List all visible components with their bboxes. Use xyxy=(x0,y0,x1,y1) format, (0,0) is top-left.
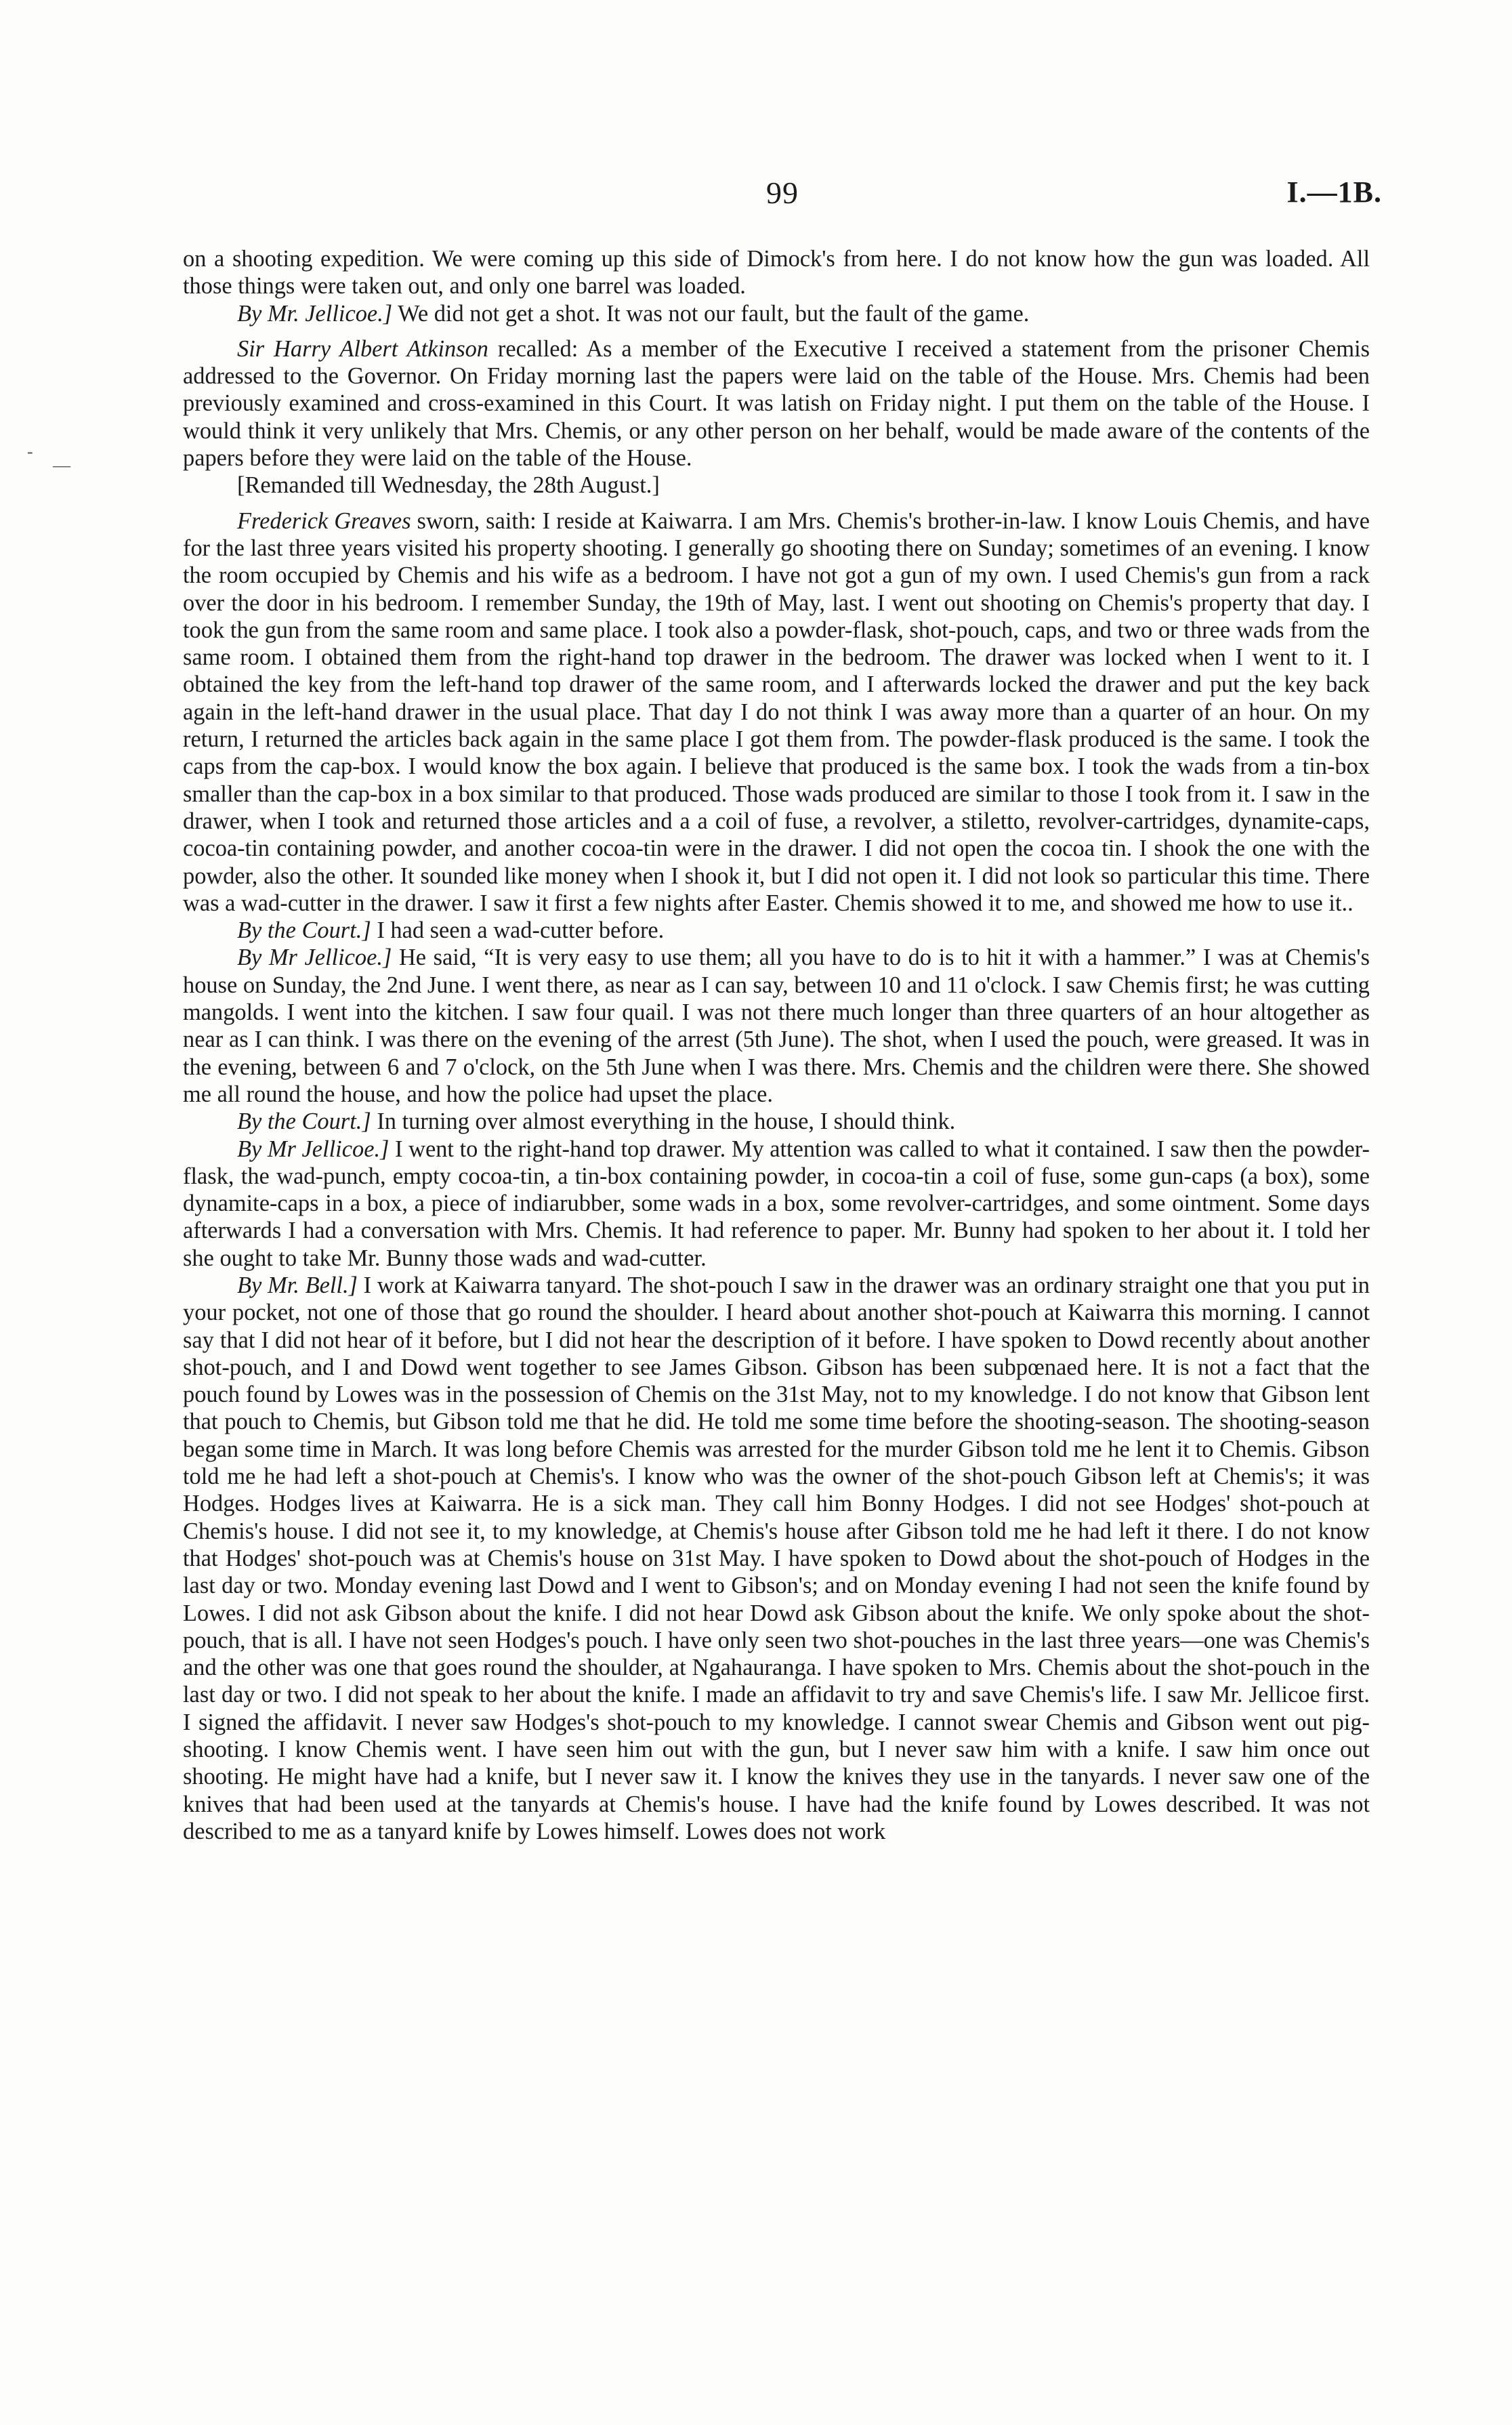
paragraph xyxy=(183,507,1370,917)
document-reference: I.—1B. xyxy=(1286,175,1382,209)
speaker-label: By Mr Jellicoe.] xyxy=(237,945,392,971)
paragraph xyxy=(183,1136,1370,1272)
paragraph xyxy=(183,335,1370,472)
speaker-label: By the Court.] xyxy=(237,917,371,944)
speaker-label: By Mr Jellicoe.] xyxy=(237,1136,390,1162)
paragraph xyxy=(183,245,1370,300)
paragraph-text: I went to the right-hand top drawer. My attention was called to what it contained. I saw then the powder-flask, the wad-punch, empty cocoa-tin, a tin-box containing powder, in cocoa-tin a coil of fuse, some gun-caps (a box), some dynamite-caps in a box, a piece of indiarubber, some wads in a box, some revolver-cartridges, and some ointment. Some days afterwards I had a conversation with Mrs. Chemis. It had reference to paper. Mr. Bunny had spoken to her about it. I told her she ought to take Mr. Bunny those wads and wad-cutter. xyxy=(183,1136,1370,1271)
paragraph-text: sworn, saith: I reside at Kaiwarra. I am Mrs. Chemis's brother-in-law. I know Louis Chemis, and have for the last three years visited his property shooting. I generally go shooting there on Sunday; sometimes of an evening. I know the room occupied by Chemis and his wife as a bedroom. I have not got a gun of my own. I used Chemis's gun from a rack over the door in his bedroom. I remember Sunday, the 19th of May, last. I went out shooting on Chemis's property that day. I took the gun from the same room and same place. I took also a powder-flask, shot-pouch, caps, and two or three wads from the same room. I obtained them from the right-hand top drawer in the bedroom. The drawer was locked when I went to it. I obtained the key from the left-hand top drawer of the same room, and I afterwards locked the drawer and put the key back again in the left-hand drawer in the usual place. That day I do not think I was away more than a quarter of an hour. On my return, I returned the articles back again in the same place I got them from. The powder-flask produced is the same. I took the caps from the cap-box. I would know the box again. I believe that produced is the same box. I took the wads from a tin-box smaller than the cap-box in a box similar to that produced. Those wads produced are similar to those I took from it. I saw in the drawer, when I took and returned those articles and a a coil of fuse, a revolver, a stiletto, revolver-cartridges, dynamite-caps, cocoa-tin containing powder, and another cocoa-tin were in the drawer. I did not open the cocoa tin. I shook the one with the powder, also the other. It sounded like money when I shook it, but I did not open it. I did not look so particular this time. There was a wad-cutter in the drawer. I saw it first a few nights after Easter. Chemis showed it to me, and showed me how to use it.. xyxy=(183,507,1370,916)
paragraph xyxy=(183,300,1370,327)
paragraph xyxy=(183,1108,1370,1135)
paragraph-text: recalled: As a member of the Executive I received a statement from the prisoner Chemis addressed to the Governor. On Friday morning last the papers were laid on the table of the House. Mrs. Chemis had been previously examined and cross-examined in this Court. It was latish on Friday night. I put them on the table of the House. I would think it very unlikely that Mrs. Chemis, or any other person on her behalf, would be made aware of the contents of the papers before they were laid on the table of the House. xyxy=(183,335,1370,472)
remand-note xyxy=(183,472,1370,499)
paragraph-text: [Remanded till Wednesday, the 28th August.] xyxy=(237,472,660,499)
margin-mark: — xyxy=(53,455,70,475)
paragraph xyxy=(183,944,1370,1108)
paragraph-text: I had seen a wad-cutter before. xyxy=(371,917,665,944)
speaker-label: Sir Harry Albert Atkinson xyxy=(237,335,488,362)
margin-mark: - xyxy=(27,442,33,461)
speaker-label: By the Court.] xyxy=(237,1108,371,1135)
speaker-label: Frederick Greaves xyxy=(237,507,411,534)
paragraph-text: He said, “It is very easy to use them; all you have to do is to hit it with a hammer.” I was at Chemis's house on Sunday, the 2nd June. I went there, as near as I can say, between 10 and 11 o'clock. I saw Chemis first; he was cutting mangolds. I went into the kitchen. I saw four quail. I was not there much longer than three quarters of an hour altogether as near as I can think. I was there on the evening of the arrest (5th June). The shot, when I used the pouch, were greased. It was in the evening, between 6 and 7 o'clock, on the 5th June when I was there. Mrs. Chemis and the children were there. She showed me all round the house, and how the police had upset the place. xyxy=(183,945,1370,1107)
document-body xyxy=(183,245,1370,1845)
speaker-label: By Mr. Bell.] xyxy=(237,1272,358,1298)
page-number: 99 xyxy=(766,175,799,210)
paragraph-text: In turning over almost everything in the house, I should think. xyxy=(371,1108,956,1135)
paragraph xyxy=(183,917,1370,944)
paragraph-text: I work at Kaiwarra tanyard. The shot-pouch I saw in the drawer was an ordinary straight one that you put in your pocket, not one of those that go round the shoulder. I heard about another shot-pouch at Kaiwarra this morning. I cannot say that I did not hear of it before, but I did not hear the description of it before. I have spoken to Dowd recently about another shot-pouch, and I and Dowd went together to see James Gibson. Gibson has been subpœnaed here. It is not a fact that the pouch found by Lowes was in the possession of Chemis on the 31st May, not to my knowledge. I do not know that Gibson lent that pouch to Chemis, but Gibson told me that he did. He told me some time before the shooting-season. The shooting-season began some time in March. It was long before Chemis was arrested for the murder Gibson told me he lent it to Chemis. Gibson told me he had left a shot-pouch at Chemis's. I know who was the owner of the shot-pouch Gibson left at Chemis's; it was Hodges. Hodges lives at Kaiwarra. He is a sick man. They call him Bonny Hodges. I did not see Hodges' shot-pouch at Chemis's house. I did not see it, to my knowledge, at Chemis's house after Gibson told me he had left it there. I do not know that Hodges' shot-pouch was at Chemis's house on 31st May. I have spoken to Dowd about the shot-pouch of Hodges in the last day or two. Monday evening last Dowd and I went to Gibson's; and on Monday evening I had not seen the knife found by Lowes. I did not ask Gibson about the knife. I did not hear Dowd ask Gibson about the knife. We only spoke about the shot-pouch, that is all. I have not seen Hodges's pouch. I have only seen two shot-pouches in the last three years—one was Chemis's and the other was one that goes round the shoulder, at Ngahauranga. I have spoken to Mrs. Chemis about the shot-pouch in the last day or two. I did not speak to her about the knife. I made an affidavit to try and save Chemis's life. I saw Mr. Jellicoe first. I signed the affidavit. I never saw Hodges's shot-pouch to my knowledge. I cannot swear Chemis and Gibson went out pig-shooting. I know Chemis went. I have seen him out with the gun, but I never saw him with a knife. I saw him once out shooting. He might have had a knife, but I never saw it. I know the knives they use in the tanyards. I never saw one of the knives that had been used at the tanyards at Chemis's house. I have had the knife found by Lowes described. It was not described to me as a tanyard knife by Lowes himself. Lowes does not work xyxy=(183,1272,1370,1844)
speaker-label: By Mr. Jellicoe.] xyxy=(237,300,393,327)
paragraph-text: We did not get a shot. It was not our fault, but the fault of the game. xyxy=(392,300,1030,327)
paragraph xyxy=(183,1272,1370,1845)
page-header xyxy=(183,175,1382,222)
paragraph-text: on a shooting expedition. We were coming up this side of Dimock's from here. I do not know how the gun was loaded. All those things were taken out, and only one barrel was loaded. xyxy=(183,246,1370,299)
